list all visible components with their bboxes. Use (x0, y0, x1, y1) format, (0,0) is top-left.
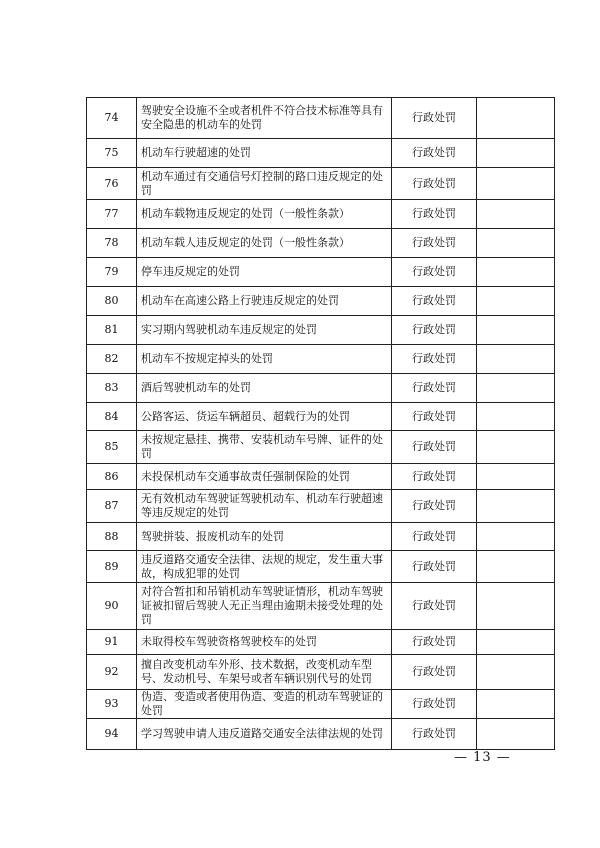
row-item: 驾驶安全设施不全或者机件不符合技术标准等具有安全隐患的机动车的处罚 (137, 98, 392, 139)
row-type: 行政处罚 (392, 655, 477, 690)
row-item: 对符合暂扣和吊销机动车驾驶证情形，机动车驾驶证被扣留后驾驶人无正当理由逾期未接受处理的处罚 (137, 583, 392, 630)
row-item: 机动车不按规定掉头的处罚 (137, 345, 392, 374)
row-extra (477, 523, 555, 551)
row-extra (477, 168, 555, 200)
row-extra (477, 200, 555, 229)
row-extra (477, 690, 555, 719)
row-item: 机动车行驶超速的处罚 (137, 139, 392, 168)
row-number: 87 (87, 490, 137, 523)
row-extra (477, 551, 555, 583)
row-item: 学习驾驶申请人违反道路交通安全法律法规的处罚 (137, 719, 392, 750)
row-number: 88 (87, 523, 137, 551)
row-number: 82 (87, 345, 137, 374)
row-extra (477, 490, 555, 523)
row-extra (477, 719, 555, 750)
row-item: 实习期内驾驶机动车违反规定的处罚 (137, 316, 392, 345)
row-type: 行政处罚 (392, 719, 477, 750)
row-extra (477, 374, 555, 403)
row-type: 行政处罚 (392, 403, 477, 431)
table-row (87, 200, 555, 229)
row-number: 85 (87, 431, 137, 464)
table-row (87, 583, 555, 630)
row-item: 擅自改变机动车外形、技术数据，改变机动车型号、发动机号、车架号或者车辆识别代号的处罚 (137, 655, 392, 690)
row-item: 停车违反规定的处罚 (137, 258, 392, 287)
page-number: — 13 — (454, 750, 511, 765)
row-type: 行政处罚 (392, 98, 477, 139)
row-extra (477, 98, 555, 139)
row-number: 74 (87, 98, 137, 139)
row-item: 机动车通过有交通信号灯控制的路口违反规定的处罚 (137, 168, 392, 200)
row-number: 83 (87, 374, 137, 403)
penalty-table (86, 97, 555, 750)
row-number: 86 (87, 464, 137, 490)
row-number: 89 (87, 551, 137, 583)
row-number: 84 (87, 403, 137, 431)
row-type: 行政处罚 (392, 431, 477, 464)
row-item: 驾驶拼装、报废机动车的处罚 (137, 523, 392, 551)
row-type: 行政处罚 (392, 630, 477, 655)
table-row (87, 464, 555, 490)
row-item: 机动车载人违反规定的处罚（一般性条款） (137, 229, 392, 258)
table-row (87, 316, 555, 345)
row-item: 未按规定悬挂、携带、安装机动车号牌、证件的处罚 (137, 431, 392, 464)
row-number: 79 (87, 258, 137, 287)
row-item: 机动车载物违反规定的处罚（一般性条款） (137, 200, 392, 229)
row-extra (477, 403, 555, 431)
row-type: 行政处罚 (392, 523, 477, 551)
row-number: 90 (87, 583, 137, 630)
table-row (87, 690, 555, 719)
row-type: 行政处罚 (392, 464, 477, 490)
table-row (87, 139, 555, 168)
row-item: 无有效机动车驾驶证驾驶机动车、机动车行驶超速等违反规定的处罚 (137, 490, 392, 523)
row-type: 行政处罚 (392, 490, 477, 523)
row-type: 行政处罚 (392, 316, 477, 345)
row-type: 行政处罚 (392, 139, 477, 168)
row-type: 行政处罚 (392, 168, 477, 200)
table-row (87, 431, 555, 464)
row-number: 78 (87, 229, 137, 258)
table-row (87, 630, 555, 655)
row-number: 77 (87, 200, 137, 229)
row-item: 未取得校车驾驶资格驾驶校车的处罚 (137, 630, 392, 655)
row-type: 行政处罚 (392, 229, 477, 258)
row-type: 行政处罚 (392, 258, 477, 287)
row-item: 未投保机动车交通事故责任强制保险的处罚 (137, 464, 392, 490)
row-item: 违反道路交通安全法律、法规的规定，发生重大事故，构成犯罪的处罚 (137, 551, 392, 583)
row-extra (477, 464, 555, 490)
table-row (87, 490, 555, 523)
row-number: 92 (87, 655, 137, 690)
table-row (87, 168, 555, 200)
row-item: 公路客运、货运车辆超员、超载行为的处罚 (137, 403, 392, 431)
row-number: 81 (87, 316, 137, 345)
table-row (87, 258, 555, 287)
row-extra (477, 229, 555, 258)
row-number: 93 (87, 690, 137, 719)
row-extra (477, 139, 555, 168)
table-row (87, 374, 555, 403)
table-row (87, 345, 555, 374)
row-extra (477, 287, 555, 316)
row-number: 91 (87, 630, 137, 655)
row-extra (477, 258, 555, 287)
row-item: 伪造、变造或者使用伪造、变造的机动车驾驶证的处罚 (137, 690, 392, 719)
table-row (87, 523, 555, 551)
row-type: 行政处罚 (392, 345, 477, 374)
row-extra (477, 431, 555, 464)
table-row (87, 551, 555, 583)
row-type: 行政处罚 (392, 287, 477, 316)
row-number: 94 (87, 719, 137, 750)
row-extra (477, 655, 555, 690)
row-extra (477, 630, 555, 655)
row-number: 76 (87, 168, 137, 200)
row-extra (477, 345, 555, 374)
row-number: 75 (87, 139, 137, 168)
table-row (87, 719, 555, 750)
row-item: 机动车在高速公路上行驶违反规定的处罚 (137, 287, 392, 316)
penalty-table-body (87, 98, 555, 750)
row-type: 行政处罚 (392, 374, 477, 403)
row-type: 行政处罚 (392, 690, 477, 719)
row-type: 行政处罚 (392, 583, 477, 630)
table-row (87, 287, 555, 316)
row-type: 行政处罚 (392, 551, 477, 583)
table-row (87, 229, 555, 258)
row-type: 行政处罚 (392, 200, 477, 229)
row-item: 酒后驾驶机动车的处罚 (137, 374, 392, 403)
table-row (87, 655, 555, 690)
table-row (87, 98, 555, 139)
row-number: 80 (87, 287, 137, 316)
row-extra (477, 316, 555, 345)
row-extra (477, 583, 555, 630)
table-row (87, 403, 555, 431)
